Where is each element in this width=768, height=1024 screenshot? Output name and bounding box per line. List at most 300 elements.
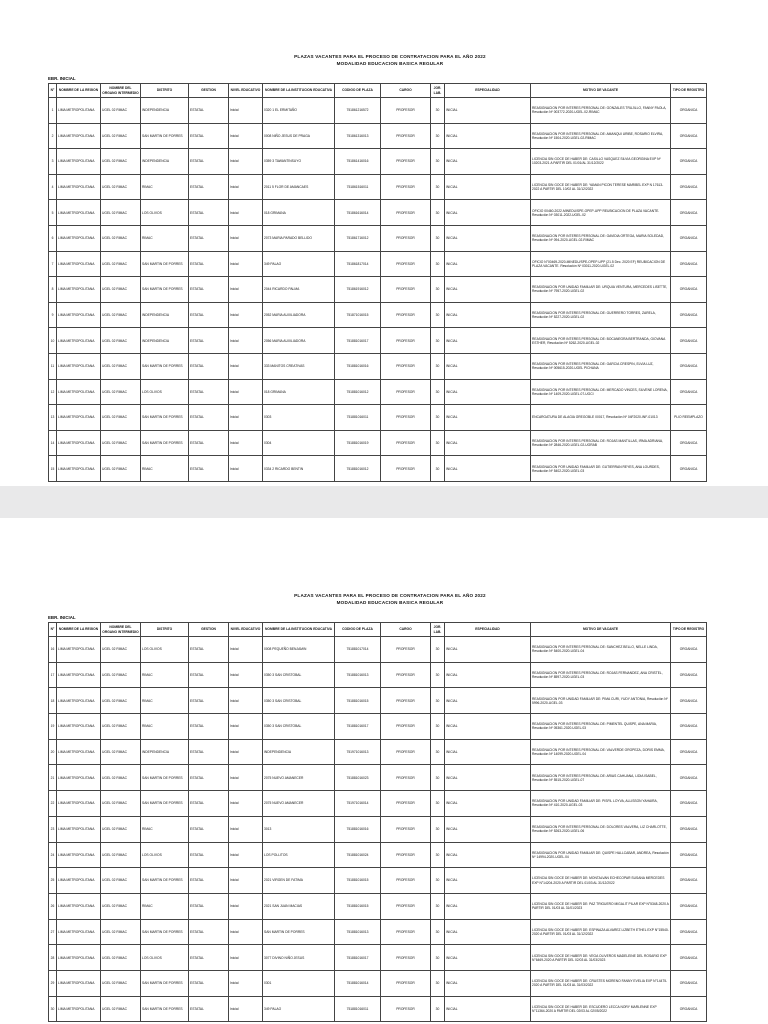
- jornada-cell: 30: [431, 662, 445, 688]
- institucion-cell: INDEPENDENCIA: [263, 739, 335, 765]
- codigo-plaza-cell: 751881016015: [335, 893, 381, 919]
- distrito-cell: LOS OLIVOS: [141, 637, 189, 663]
- jornada-cell: 30: [431, 98, 445, 124]
- organo-cell: UGEL 02 RIMAC: [101, 302, 141, 328]
- codigo-plaza-cell: 751881016015: [335, 868, 381, 894]
- row-number: 16: [49, 637, 57, 663]
- nivel-cell: Inicial: [229, 328, 263, 354]
- tipo-registro-cell: ORGANICA: [671, 893, 707, 919]
- col-tipo-registro-header: TIPO DE REGISTRO: [671, 84, 707, 98]
- motivo-cell: REASIGNACION POR INTERES PERSONAL DE: GAVIDIA ORTEGA, MARIA SOLEDAD, Resolución Nº 094-2020-UGEL.02-RIMAC: [531, 225, 671, 251]
- col-cargo-header: CARGO: [381, 84, 431, 98]
- cargo-cell: PROFESOR: [381, 328, 431, 354]
- motivo-cell: REASIGNACION POR UNIDAD FAMILIAR DE: PISFIL LOYVA, ALLISSON YAHAIRA, Resolución Nº 410-2020-UGEL.03: [531, 791, 671, 817]
- institucion-cell: 0350 3 SAN CRISTOBAL: [263, 714, 335, 740]
- distrito-cell: LOS OLIVOS: [141, 200, 189, 226]
- cargo-cell: PROFESOR: [381, 688, 431, 714]
- distrito-cell: RIMAC: [141, 456, 189, 482]
- motivo-cell: REASIGNACION POR INTERES PERSONAL DE: SANCHEZ BELLO, NELLE LINDA, Resolución Nº 5400-2020-UGEL.04: [531, 637, 671, 663]
- codigo-plaza-cell: 751881016011: [335, 996, 381, 1022]
- nivel-cell: Inicial: [229, 149, 263, 175]
- tipo-registro-cell: ORGANICA: [671, 662, 707, 688]
- tipo-registro-cell: ORGANICA: [671, 456, 707, 482]
- institucion-cell: 0350 3 SAN CRISTOBAL: [263, 662, 335, 688]
- institucion-cell: 2073 MARIA PARADO BELLIDO: [263, 225, 335, 251]
- motivo-cell: REASIGNACION POR INTERES PERSONAL DE: BOCANEGRA BERTRANDA, GIOVANA ESTHER, Resolución Nº 5262-2020-UGEL.02: [531, 328, 671, 354]
- table-row: [49, 816, 707, 842]
- col-especialidad-header: ESPECIALIDAD: [445, 84, 531, 98]
- distrito-cell: SAN MARTIN DE PORRES: [141, 970, 189, 996]
- gestion-cell: ESTATAL: [189, 149, 229, 175]
- col-number-header: N°: [49, 623, 57, 637]
- especialidad-cell: INICIAL: [445, 970, 531, 996]
- table-row: [49, 225, 707, 251]
- codigo-plaza-cell: 751861817014: [335, 251, 381, 277]
- nivel-cell: Inicial: [229, 868, 263, 894]
- table-row: [49, 302, 707, 328]
- cargo-cell: PROFESOR: [381, 456, 431, 482]
- tipo-registro-cell: ORGANICA: [671, 637, 707, 663]
- gestion-cell: ESTATAL: [189, 379, 229, 405]
- region-cell: LIMA METROPOLITANA: [57, 174, 101, 200]
- table-row: [49, 765, 707, 791]
- cargo-cell: PROFESOR: [381, 379, 431, 405]
- tipo-registro-cell: ORGANICA: [671, 842, 707, 868]
- organo-cell: UGEL 02 RIMAC: [101, 353, 141, 379]
- institucion-cell: 2021 SAN JUAN MACIAS: [263, 893, 335, 919]
- organo-cell: UGEL 02 RIMAC: [101, 765, 141, 791]
- especialidad-cell: INICIAL: [445, 123, 531, 149]
- gestion-cell: ESTATAL: [189, 842, 229, 868]
- gestion-cell: ESTATAL: [189, 174, 229, 200]
- gestion-cell: ESTATAL: [189, 816, 229, 842]
- organo-cell: UGEL 02 RIMAC: [101, 662, 141, 688]
- codigo-plaza-cell: 751861716012: [335, 225, 381, 251]
- especialidad-cell: INICIAL: [445, 919, 531, 945]
- table-row: [49, 714, 707, 740]
- nivel-cell: Inicial: [229, 714, 263, 740]
- page-subtitle: MODALIDAD EDUCACION BASICA REGULAR: [336, 600, 444, 605]
- row-number: 26: [49, 893, 57, 919]
- gestion-cell: ESTATAL: [189, 456, 229, 482]
- cargo-cell: PROFESOR: [381, 405, 431, 431]
- jornada-cell: 30: [431, 637, 445, 663]
- level-label: EBR. INICIAL: [48, 76, 76, 81]
- row-number: 13: [49, 405, 57, 431]
- tipo-registro-cell: ORGANICA: [671, 251, 707, 277]
- jornada-cell: 30: [431, 251, 445, 277]
- col-organo-header: NOMBRE DEL ORGANO INTERMEDIO: [101, 623, 141, 637]
- distrito-cell: RIMAC: [141, 816, 189, 842]
- table-row: [49, 149, 707, 175]
- row-number: 14: [49, 430, 57, 456]
- nivel-cell: Inicial: [229, 893, 263, 919]
- region-cell: LIMA METROPOLITANA: [57, 893, 101, 919]
- col-motivo-header: MOTIVO DE VACANTE: [531, 623, 671, 637]
- jornada-cell: 30: [431, 765, 445, 791]
- region-cell: LIMA METROPOLITANA: [57, 637, 101, 663]
- codigo-plaza-cell: 751861916012: [335, 277, 381, 303]
- cargo-cell: PROFESOR: [381, 662, 431, 688]
- col-jornada-header: JOR. LAB.: [431, 84, 445, 98]
- especialidad-cell: INICIAL: [445, 739, 531, 765]
- nivel-cell: Inicial: [229, 379, 263, 405]
- tipo-registro-cell: ORGANICA: [671, 430, 707, 456]
- region-cell: LIMA METROPOLITANA: [57, 688, 101, 714]
- motivo-cell: LICENCIA SIN GOCE DE HABER DE: YAMAN PICON TERESE MARIBEL EXP N 17613-2022 A PARTIR DEL 10/02 AL 31/12/2022: [531, 174, 671, 200]
- codigo-plaza-cell: 751881016016: [335, 816, 381, 842]
- organo-cell: UGEL 02 RIMAC: [101, 251, 141, 277]
- cargo-cell: PROFESOR: [381, 791, 431, 817]
- row-number: 29: [49, 970, 57, 996]
- jornada-cell: 30: [431, 945, 445, 971]
- institucion-cell: 333 MANITOS CREATIVAS: [263, 353, 335, 379]
- table-row: [49, 970, 707, 996]
- row-number: 11: [49, 353, 57, 379]
- nivel-cell: Inicial: [229, 200, 263, 226]
- codigo-plaza-cell: 751881016017: [335, 945, 381, 971]
- motivo-cell: REASIGNACION POR INTERES PERSONAL DE: ROJAS MANTILLAS, IRMA ADRIANA, Resolución Nº 2846-2020-UGEL.02-UGRAB: [531, 430, 671, 456]
- jornada-cell: 30: [431, 200, 445, 226]
- organo-cell: UGEL 02 RIMAC: [101, 919, 141, 945]
- table-row: [49, 791, 707, 817]
- especialidad-cell: INICIAL: [445, 637, 531, 663]
- region-cell: LIMA METROPOLITANA: [57, 970, 101, 996]
- table-row: [49, 353, 707, 379]
- institucion-cell: 2011 5 FLOR DE AMANCAES: [263, 174, 335, 200]
- gestion-cell: ESTATAL: [189, 225, 229, 251]
- jornada-cell: 30: [431, 919, 445, 945]
- gestion-cell: ESTATAL: [189, 123, 229, 149]
- distrito-cell: SAN MARTIN DE PORRES: [141, 996, 189, 1022]
- cargo-cell: PROFESOR: [381, 970, 431, 996]
- jornada-cell: 30: [431, 816, 445, 842]
- tipo-registro-cell: ORGANICA: [671, 688, 707, 714]
- tipo-registro-cell: ORGANICA: [671, 765, 707, 791]
- organo-cell: UGEL 02 RIMAC: [101, 816, 141, 842]
- institucion-cell: 2075 NUEVO AMANECER: [263, 765, 335, 791]
- institucion-cell: 0303: [263, 405, 335, 431]
- institucion-cell: 2021 VIRGEN DE FATIMA: [263, 868, 335, 894]
- cargo-cell: PROFESOR: [381, 302, 431, 328]
- distrito-cell: RIMAC: [141, 174, 189, 200]
- distrito-cell: RIMAC: [141, 688, 189, 714]
- organo-cell: UGEL 02 RIMAC: [101, 456, 141, 482]
- cargo-cell: PROFESOR: [381, 868, 431, 894]
- codigo-plaza-cell: 751881016013: [335, 662, 381, 688]
- organo-cell: UGEL 02 RIMAC: [101, 405, 141, 431]
- region-cell: LIMA METROPOLITANA: [57, 791, 101, 817]
- distrito-cell: SAN MARTIN DE PORRES: [141, 791, 189, 817]
- tipo-registro-cell: ORGANICA: [671, 98, 707, 124]
- col-institucion-header: NOMBRE DE LA INSTITUCION EDUCATIVA: [263, 623, 335, 637]
- row-number: 27: [49, 919, 57, 945]
- table-row: [49, 739, 707, 765]
- cargo-cell: PROFESOR: [381, 996, 431, 1022]
- distrito-cell: INDEPENDENCIA: [141, 149, 189, 175]
- nivel-cell: Inicial: [229, 302, 263, 328]
- jornada-cell: 30: [431, 430, 445, 456]
- row-number: 9: [49, 302, 57, 328]
- row-number: 3: [49, 149, 57, 175]
- region-cell: LIMA METROPOLITANA: [57, 149, 101, 175]
- table-header-row: [49, 623, 707, 637]
- jornada-cell: 30: [431, 996, 445, 1022]
- gestion-cell: ESTATAL: [189, 919, 229, 945]
- row-number: 6: [49, 225, 57, 251]
- organo-cell: UGEL 02 RIMAC: [101, 200, 141, 226]
- jornada-cell: 30: [431, 970, 445, 996]
- institucion-cell: 0008 NIÑO JESUS DE PRAGA: [263, 123, 335, 149]
- distrito-cell: SAN MARTIN DE PORRES: [141, 405, 189, 431]
- institucion-cell: 349 PALAO: [263, 251, 335, 277]
- gestion-cell: ESTATAL: [189, 277, 229, 303]
- motivo-cell: REASIGNACION POR INTERES PERSONAL DE: PIMENTEL QUISPE, ANA MARIA, Resolución Nº 05361-2020-UGEL.03: [531, 714, 671, 740]
- table-header-row: [49, 84, 707, 98]
- distrito-cell: SAN MARTIN DE PORRES: [141, 277, 189, 303]
- institucion-cell: SAN MARTIN DE PORRES: [263, 919, 335, 945]
- codigo-plaza-cell: 751861616014: [335, 200, 381, 226]
- document-page-1: [0, 0, 768, 486]
- codigo-plaza-cell: 751881016012: [335, 456, 381, 482]
- page-2-titles: [48, 518, 732, 606]
- institucion-cell: 0301: [263, 970, 335, 996]
- table-row: [49, 893, 707, 919]
- gestion-cell: ESTATAL: [189, 765, 229, 791]
- region-cell: LIMA METROPOLITANA: [57, 765, 101, 791]
- gestion-cell: ESTATAL: [189, 868, 229, 894]
- jornada-cell: 30: [431, 302, 445, 328]
- gestion-cell: ESTATAL: [189, 302, 229, 328]
- row-number: 12: [49, 379, 57, 405]
- region-cell: LIMA METROPOLITANA: [57, 405, 101, 431]
- table-row: [49, 456, 707, 482]
- codigo-plaza-cell: 751881016024: [335, 842, 381, 868]
- especialidad-cell: INICIAL: [445, 277, 531, 303]
- cargo-cell: PROFESOR: [381, 919, 431, 945]
- row-number: 28: [49, 945, 57, 971]
- organo-cell: UGEL 02 RIMAC: [101, 379, 141, 405]
- table-row: [49, 868, 707, 894]
- distrito-cell: INDEPENDENCIA: [141, 739, 189, 765]
- institucion-cell: 0359 3 TAWANTINSUYO: [263, 149, 335, 175]
- jornada-cell: 30: [431, 739, 445, 765]
- jornada-cell: 30: [431, 868, 445, 894]
- distrito-cell: INDEPENDENCIA: [141, 98, 189, 124]
- motivo-cell: REASIGNACION POR INTERES PERSONAL DE: GARCIA CRESPIN, ELVIA LUZ, Resolución Nº 005615-2020-UGEL PICHANA: [531, 353, 671, 379]
- nivel-cell: Inicial: [229, 174, 263, 200]
- jornada-cell: 30: [431, 353, 445, 379]
- nivel-cell: Inicial: [229, 945, 263, 971]
- nivel-cell: Inicial: [229, 225, 263, 251]
- organo-cell: UGEL 02 RIMAC: [101, 98, 141, 124]
- tipo-registro-cell: ORGANICA: [671, 123, 707, 149]
- institucion-cell: 3013: [263, 816, 335, 842]
- table-row: [49, 688, 707, 714]
- gestion-cell: ESTATAL: [189, 714, 229, 740]
- gestion-cell: ESTATAL: [189, 200, 229, 226]
- institucion-cell: 3077 DIVINO NIÑO JESUS: [263, 945, 335, 971]
- col-region-header: NOMBRE DE LA REGION: [57, 84, 101, 98]
- cargo-cell: PROFESOR: [381, 765, 431, 791]
- organo-cell: UGEL 02 RIMAC: [101, 225, 141, 251]
- motivo-cell: ENCARGATURA DE ALAGIA GREGOBLE 00017, Resolución Nº 04F2020-INF-01013: [531, 405, 671, 431]
- row-number: 21: [49, 765, 57, 791]
- institucion-cell: 018 GRIMANA: [263, 379, 335, 405]
- tipo-registro-cell: ORGANICA: [671, 714, 707, 740]
- document-page-2: [0, 518, 768, 1024]
- tipo-registro-cell: ORGANICA: [671, 945, 707, 971]
- cargo-cell: PROFESOR: [381, 200, 431, 226]
- nivel-cell: Inicial: [229, 739, 263, 765]
- organo-cell: UGEL 02 RIMAC: [101, 430, 141, 456]
- cargo-cell: PROFESOR: [381, 225, 431, 251]
- codigo-plaza-cell: 751881016014: [335, 970, 381, 996]
- gestion-cell: ESTATAL: [189, 98, 229, 124]
- codigo-plaza-cell: 751881016017: [335, 714, 381, 740]
- jornada-cell: 30: [431, 688, 445, 714]
- especialidad-cell: INICIAL: [445, 149, 531, 175]
- region-cell: LIMA METROPOLITANA: [57, 919, 101, 945]
- tipo-registro-cell: ORGANICA: [671, 816, 707, 842]
- table-row: [49, 405, 707, 431]
- institucion-cell: 0350 3 SAN CRISTOBAL: [263, 688, 335, 714]
- cargo-cell: PROFESOR: [381, 277, 431, 303]
- codigo-plaza-cell: 751861216572: [335, 98, 381, 124]
- motivo-cell: OFICIO N°00469-2020-MINEDU/SPE-OPEP-UPP (21.5 Dec. 2020 EF) REUBICACION DE PLAZA VACANTE. Resolución Nº 03011-2020-UGEL.02: [531, 251, 671, 277]
- motivo-cell: LICENCIA SIN GOCE DE HABER DE: VEGA OLIVEROS MADELEINE DEL ROSARIO EXP N°6469-2020 A PARTIR DEL 02/03 AL 31/03/2023: [531, 945, 671, 971]
- especialidad-cell: INICIAL: [445, 302, 531, 328]
- region-cell: LIMA METROPOLITANA: [57, 739, 101, 765]
- distrito-cell: SAN MARTIN DE PORRES: [141, 919, 189, 945]
- motivo-cell: LICENCIA SIN GOCE DE HABER DE: MONTALVAN ECHECOPAR SUSANA MERCEDES EXP N°14204-2020 A PARTIR DEL 01/03 AL 31/12/2022: [531, 868, 671, 894]
- tipo-registro-cell: ORGANICA: [671, 302, 707, 328]
- row-number: 7: [49, 251, 57, 277]
- region-cell: LIMA METROPOLITANA: [57, 277, 101, 303]
- gestion-cell: ESTATAL: [189, 637, 229, 663]
- gestion-cell: ESTATAL: [189, 662, 229, 688]
- codigo-plaza-cell: 751861516011: [335, 174, 381, 200]
- region-cell: LIMA METROPOLITANA: [57, 353, 101, 379]
- especialidad-cell: INICIAL: [445, 98, 531, 124]
- table-row: [49, 945, 707, 971]
- nivel-cell: Inicial: [229, 430, 263, 456]
- tipo-registro-cell: ORGANICA: [671, 174, 707, 200]
- tipo-registro-cell: ORGANICA: [671, 919, 707, 945]
- table-row: [49, 662, 707, 688]
- cargo-cell: PROFESOR: [381, 637, 431, 663]
- table-row: [49, 919, 707, 945]
- jornada-cell: 30: [431, 149, 445, 175]
- jornada-cell: 30: [431, 328, 445, 354]
- gestion-cell: ESTATAL: [189, 970, 229, 996]
- institucion-cell: 018 GRIMANA: [263, 200, 335, 226]
- row-number: 19: [49, 714, 57, 740]
- distrito-cell: INDEPENDENCIA: [141, 328, 189, 354]
- row-number: 1: [49, 98, 57, 124]
- col-gestion-header: GESTION: [189, 623, 229, 637]
- motivo-cell: REASIGNACION POR INTERES PERSONAL DE: ARIAS CAHUANA, LIDIA ISABEL, Resolución Nº 5515-2020-UGEL.07: [531, 765, 671, 791]
- especialidad-cell: INICIAL: [445, 225, 531, 251]
- gestion-cell: ESTATAL: [189, 893, 229, 919]
- distrito-cell: LOS OLIVOS: [141, 945, 189, 971]
- especialidad-cell: INICIAL: [445, 842, 531, 868]
- especialidad-cell: INICIAL: [445, 791, 531, 817]
- region-cell: LIMA METROPOLITANA: [57, 225, 101, 251]
- page-title: PLAZAS VACANTES PARA EL PROCESO DE CONTRATACION PARA EL AÑO 2022: [294, 54, 486, 59]
- nivel-cell: Inicial: [229, 353, 263, 379]
- nivel-cell: Inicial: [229, 842, 263, 868]
- vacancies-table-page-1: [48, 83, 707, 482]
- codigo-plaza-cell: 751881016016: [335, 353, 381, 379]
- nivel-cell: Inicial: [229, 919, 263, 945]
- jornada-cell: 30: [431, 714, 445, 740]
- motivo-cell: REASIGNACION POR INTERES PERSONAL DE: MERCADO VINCES, SILVENE LORENA, Resolución Nº 1409-2020-UGEL.07-UGCI: [531, 379, 671, 405]
- cargo-cell: PROFESOR: [381, 945, 431, 971]
- table-row: [49, 277, 707, 303]
- tipo-registro-cell: ORGANICA: [671, 868, 707, 894]
- motivo-cell: REASIGNACION POR INTERES PERSONAL DE: DOLORES VALVERA, LIZ CHARLOTTE, Resolución Nº 5263-2020-UGEL.06: [531, 816, 671, 842]
- jornada-cell: 30: [431, 277, 445, 303]
- row-number: 8: [49, 277, 57, 303]
- col-jornada-header: JOR. LAB.: [431, 623, 445, 637]
- institucion-cell: 2056 MARIA AUXILIADORA: [263, 328, 335, 354]
- col-codigo-plaza-header: CODIGO DE PLAZA: [335, 84, 381, 98]
- institucion-cell: 0304: [263, 430, 335, 456]
- organo-cell: UGEL 02 RIMAC: [101, 868, 141, 894]
- organo-cell: UGEL 02 RIMAC: [101, 714, 141, 740]
- especialidad-cell: INICIAL: [445, 379, 531, 405]
- nivel-cell: Inicial: [229, 970, 263, 996]
- motivo-cell: REASIGNACION POR INTERES PERSONAL DE: AMANQUI URIBE, ROSARIO ELVIRA, Resolución Nº 1504-2020-UGEL.02-RIMAC: [531, 123, 671, 149]
- jornada-cell: 30: [431, 379, 445, 405]
- cargo-cell: PROFESOR: [381, 98, 431, 124]
- distrito-cell: SAN MARTIN DE PORRES: [141, 765, 189, 791]
- codigo-plaza-cell: 751971016014: [335, 791, 381, 817]
- tipo-registro-cell: ORGANICA: [671, 996, 707, 1022]
- nivel-cell: Inicial: [229, 996, 263, 1022]
- row-number: 24: [49, 842, 57, 868]
- region-cell: LIMA METROPOLITANA: [57, 200, 101, 226]
- gestion-cell: ESTATAL: [189, 353, 229, 379]
- col-number-header: N°: [49, 84, 57, 98]
- organo-cell: UGEL 02 RIMAC: [101, 791, 141, 817]
- motivo-cell: REASIGNACION POR INTERES PERSONAL DE: VALVERDE OROPEZA, DORIS EMMA, Resolución Nº 14099-2020-UGEL.04: [531, 739, 671, 765]
- cargo-cell: PROFESOR: [381, 430, 431, 456]
- cargo-cell: PROFESOR: [381, 353, 431, 379]
- institucion-cell: 0008 PEQUEÑO BENJAMIN: [263, 637, 335, 663]
- especialidad-cell: INICIAL: [445, 251, 531, 277]
- especialidad-cell: INICIAL: [445, 662, 531, 688]
- gestion-cell: ESTATAL: [189, 430, 229, 456]
- jornada-cell: 30: [431, 174, 445, 200]
- organo-cell: UGEL 02 RIMAC: [101, 123, 141, 149]
- especialidad-cell: INICIAL: [445, 430, 531, 456]
- region-cell: LIMA METROPOLITANA: [57, 868, 101, 894]
- motivo-cell: REASIGNACION POR UNIDAD FAMILIAR DE: PIMA CURI, YUDY ANTONIA, Resolución Nº 5996-2020-UGEL.03: [531, 688, 671, 714]
- motivo-cell: LICENCIA SIN GOCE DE HABER DE: PAZ TRIGUERO MIGALIT PILAR EXP N°5348-2020 A PARTIR DEL 01/03 AL 31/01/2023: [531, 893, 671, 919]
- nivel-cell: Inicial: [229, 251, 263, 277]
- row-number: 30: [49, 996, 57, 1022]
- col-organo-header: NOMBRE DEL ORGANO INTERMEDIO: [101, 84, 141, 98]
- especialidad-cell: INICIAL: [445, 328, 531, 354]
- codigo-plaza-cell: 751881016011: [335, 405, 381, 431]
- motivo-cell: REASIGNACION POR UNIDAD FAMILIAR DE: URQUIA VENTURA, MERCEDES LISETTE, Resolución Nº 7957-2020-UGEL.02: [531, 277, 671, 303]
- nivel-cell: Inicial: [229, 662, 263, 688]
- level-label: EBR. INICIAL: [48, 615, 76, 620]
- organo-cell: UGEL 02 RIMAC: [101, 970, 141, 996]
- motivo-cell: LICENCIA SIN GOCE DE HABER DE: CASILLO VASQUEZ SILVIA GEORGINA EXP Nº 10203-2021 A PARTIR DEL 01/01/AL 31/12/2022: [531, 149, 671, 175]
